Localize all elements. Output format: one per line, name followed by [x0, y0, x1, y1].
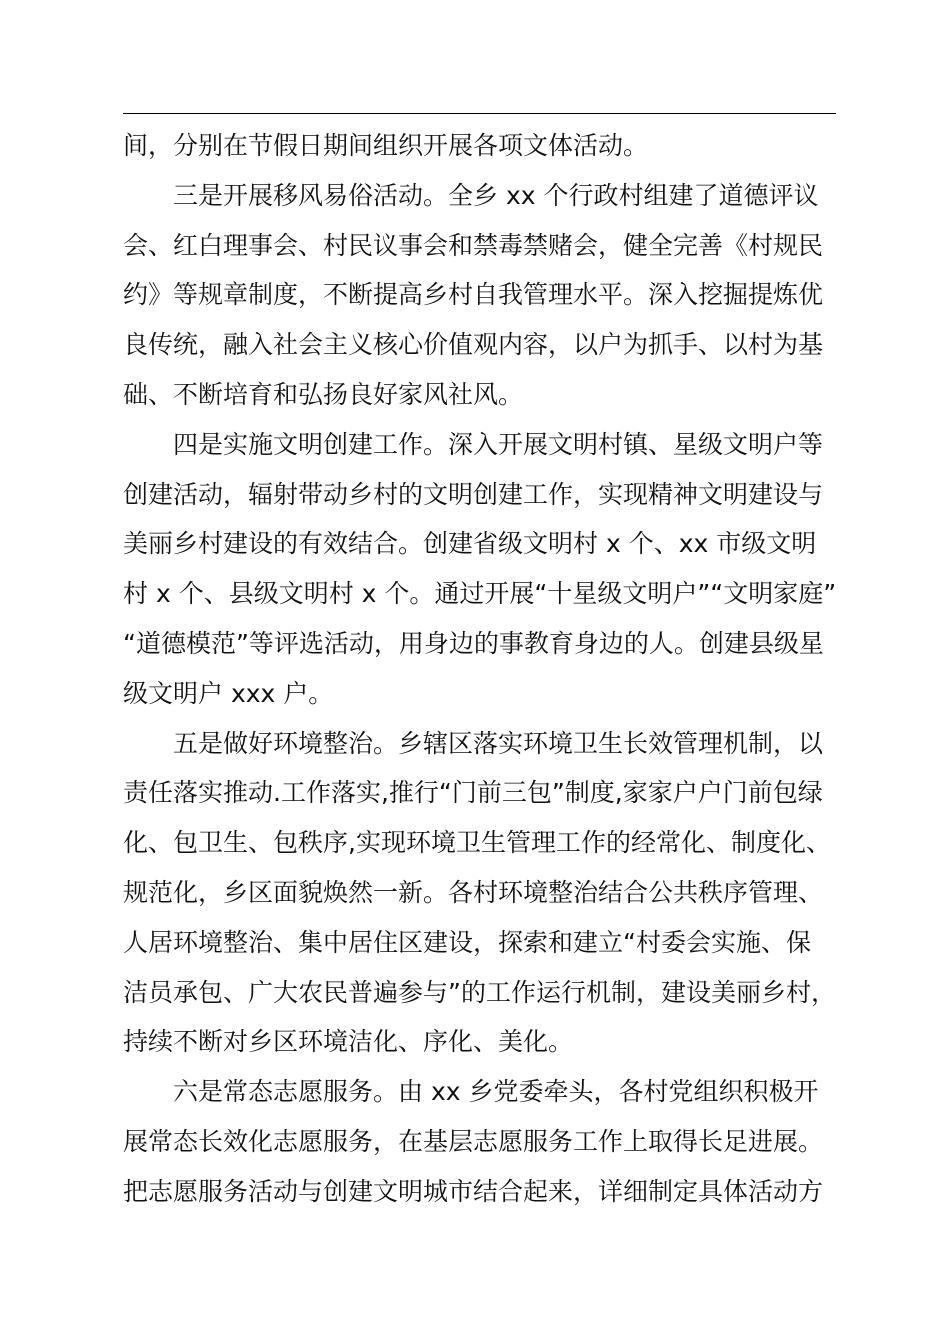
text-line: 洁员承包、广大农民普遍参与”的工作运行机制，建设美丽乡村， [123, 977, 836, 1007]
text-line: 创建活动，辐射带动乡村的文明创建工作，实现精神文明建设与 [123, 479, 824, 509]
text-line: 础、不断培育和弘扬良好家风社风。 [123, 379, 524, 409]
text-line: 六是常态志愿服务。由 xx 乡党委牵头，各村党组织积极开 [173, 1077, 819, 1107]
text-line: “道德模范”等评选活动，用身边的事教育身边的人。创建县级星 [123, 628, 824, 658]
text-line: 会、红白理事会、村民议事会和禁毒禁赌会，健全完善《村规民 [123, 230, 824, 260]
text-line: 持续不断对乡区环境洁化、序化、美化。 [123, 1027, 574, 1057]
text-line: 良传统，融入社会主义核心价值观内容，以户为抓手、以村为基 [123, 330, 824, 360]
text-line: 化、包卫生、包秩序,实现环境卫生管理工作的经常化、制度化、 [123, 828, 831, 858]
text-line: 五是做好环境整治。乡辖区落实环境卫生长效管理机制，以 [173, 728, 824, 758]
text-line: 规范化，乡区面貌焕然一新。各村环境整治结合公共秩序管理、 [123, 877, 824, 907]
text-line: 约》等规章制度，不断提高乡村自我管理水平。深入挖掘提炼优 [123, 280, 824, 310]
text-line: 责任落实推动.工作落实,推行“门前三包”制度,家家户户门前包绿 [123, 778, 823, 808]
text-line: 级文明户 xxx 户。 [123, 678, 334, 708]
header-rule [123, 113, 836, 114]
text-line: 美丽乡村建设的有效结合。创建省级文明村 x 个、xx 市级文明 [123, 529, 817, 559]
text-line: 展常态长效化志愿服务，在基层志愿服务工作上取得长足进展。 [123, 1126, 824, 1156]
text-line: 把志愿服务活动与创建文明城市结合起来，详细制定具体活动方 [123, 1176, 824, 1206]
text-line: 四是实施文明创建工作。深入开展文明村镇、星级文明户等 [173, 429, 824, 459]
text-line: 间，分别在节假日期间组织开展各项文体活动。 [123, 131, 649, 160]
text-line: 村 x 个、县级文明村 x 个。通过开展“十星级文明户”“文明家庭” [123, 579, 837, 609]
document-body [123, 121, 853, 1217]
text-line: 人居环境整治、集中居住区建设，探索和建立“村委会实施、保 [123, 927, 811, 957]
text-line: 三是开展移风易俗活动。全乡 xx 个行政村组建了道德评议 [173, 180, 819, 210]
